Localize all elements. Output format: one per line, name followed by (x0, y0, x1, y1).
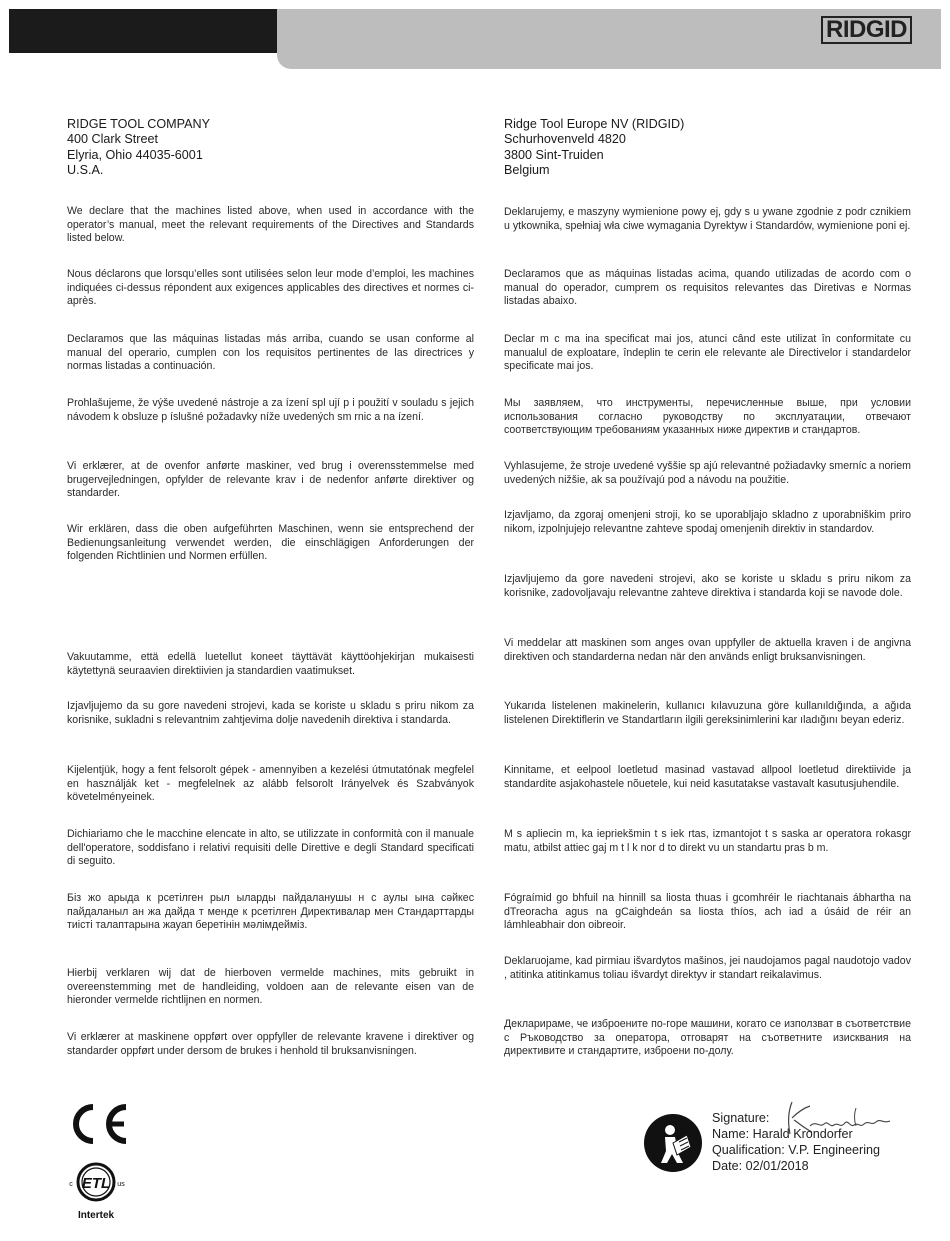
declaration-no: Vi erklærer at maskinene oppført over oppfyller de relevante kravene i direktiver og standarder oppført under dersom de brukes i henhold til bruksanvisningen. (67, 1031, 474, 1057)
signature-block (712, 1110, 880, 1174)
ce-mark-icon (66, 1103, 132, 1145)
etl-us-label: us (117, 1181, 125, 1188)
read-manual-icon (643, 1113, 703, 1173)
declaration-sr: Izjavljujemo da gore navedeni strojevi, ako se koriste u skladu s priru nikom za korisnike, zadovoljavaju relevantne zahteve direktiva i standarda koji se navode dole. (504, 573, 911, 599)
declaration-lt: Deklaruojame, kad pirmiau išvardytos mašinos, jei naudojamos pagal naudotojo vadov , atitinka atitinkamus toliau išvardyt direktyv ir standart reikalavimus. (504, 955, 911, 981)
header-gray-tab (277, 53, 941, 69)
declaration-bg: Декларираме, че изброените по-горе машини, когато се използват в съответствие с Ръководство за оператора, отговарят на съответните изисквания на директивите и стандартите, изброени по-долу. (504, 1018, 911, 1058)
declaration-kk: Біз жо арыда к рсетілген рыл ыларды пайдаланушы н с аулы ына сәйкес пайдаланыл ан жа дайда т менде к рсетілген Директивалар мен Стандарттарды тиісті талаптарына жауап беретінін мәлімдейміз. (67, 892, 474, 932)
declaration-fr: Nous déclarons que lorsqu’elles sont utilisées selon leur mode d’emploi, les machines indiquées ci-dessus répondent aux exigences applicables des directives et normes ci-après. (67, 268, 474, 308)
declaration-et: Kinnitame, et eelpool loetletud masinad vastavad allpool loetletud direktiivide ja standardite asjakohastele nõuetele, kui neid kasutatakse vastavalt kasutusjuhendile. (504, 764, 911, 790)
signature-label: Signature: (712, 1111, 770, 1125)
declaration-lv: M s apliecin m, ka iepriekšmin t s iek rtas, izmantojot t s saska ar operatora rokasgr matu, atbilst attiec gaj m t l k nor d to direkt vu un standartu pras b m. (504, 828, 911, 854)
declaration-sk: Vyhlasujeme, že stroje uvedené vyššie sp ajú relevantné požiadavky smerníc a noriem uvedených nižšie, ak sa používajú pod a návodu na použitie. (504, 460, 911, 486)
declaration-sv: Vi meddelar att maskinen som anges ovan uppfyller de aktuella kraven i de angivna direktiven och standarderna nedan när den används enligt bruksanvisningen. (504, 637, 911, 663)
declaration-ru: Мы заявляем, что инструменты, перечисленные выше, при условии использования согласно руководству по эксплуатации, отвечают соответствующим требованиям указанных ниже директив и стандартов. (504, 397, 911, 437)
declaration-ro: Declar m c ma ina specificat mai jos, atunci când este utilizat în conformitate cu manualul de exploatare, îndeplin te cerin ele relevante ale Directivelor i standardelor specificate mai jos. (504, 333, 911, 373)
declaration-fi: Vakuutamme, että edellä luetellut koneet täyttävät käyttöohjekirjan mukaisesti käytettynä seuraavien direktiivien ja standardien vaatimukset. (67, 651, 474, 677)
header-dark-bar (9, 9, 277, 53)
intertek-label: Intertek (77, 1210, 115, 1221)
etl-listed-mark-icon (66, 1158, 126, 1222)
address-line: Belgium (504, 163, 550, 178)
declaration-de: Wir erklären, dass die oben aufgeführten Maschinen, wenn sie entsprechend der Bedienungsanleitung verwendet werden, die einschlägigen Anforderungen der folgenden Richtlinien und Normen erfüllen. (67, 523, 474, 563)
address-line: Schurhovenveld 4820 (504, 132, 626, 147)
declaration-tr: Yukarıda listelenen makinelerin, kullanıcı kılavuzuna göre kullanıldığında, a ağıda listelenen Direktiflerin ve Standartların ilgili gereksinimlerini kar ıladığını beyan ederiz. (504, 700, 911, 726)
declaration-es: Declaramos que las máquinas listadas más arriba, cuando se usan conforme al manual del operario, cumplen con los requisitos pertinentes de las directrices y normas listadas a continuación. (67, 333, 474, 373)
etl-letters: ETL (81, 1175, 111, 1192)
signer-qualification: Qualification: V.P. Engineering (712, 1143, 881, 1157)
declaration-ga: Fógraímid go bhfuil na hinnill sa liosta thuas i gcomhréir le riachtanais ábhartha na dTreoracha agus na gCaighdeán sa liosta thíos, ach iad a úsáid de réir an lámhleabhair don oibreoir. (504, 892, 911, 932)
address-line: RIDGE TOOL COMPANY (67, 117, 210, 131)
address-line: 3800 Sint-Truiden (504, 147, 604, 162)
address-line: Elyria, Ohio 44035-6001 (67, 147, 203, 162)
address-line: 400 Clark Street (67, 132, 158, 147)
declaration-cs: Prohlašujeme, že výše uvedené nástroje a za ízení spl ují p i použití v souladu s jejich návodem k obsluze p íslušné požadavky níže uvedených sm rnic a na ízení. (67, 397, 474, 423)
signer-name: Name: Harald Krondorfer (712, 1127, 853, 1141)
ridgid-logo: RIDGID (821, 16, 912, 44)
address-us (67, 117, 210, 179)
declaration-pl: Deklarujemy, e maszyny wymienione powy ej, gdy s u ywane zgodnie z podr cznikiem u ytkownika, spełniaj wła ciwe wymagania Dyrektyw i Standardów, wymienione poni ej. (504, 206, 911, 232)
declaration-pt: Declaramos que as máquinas listadas acima, quando utilizadas de acordo com o manual do operador, cumprem os requisitos relevantes das Diretivas e Normas listadas abaixo. (504, 268, 911, 308)
declaration-da: Vi erklærer, at de ovenfor anførte maskiner, ved brug i overensstemmelse med brugervejledningen, opfylder de relevante krav i de nedenfor anførte direktiver og standarder. (67, 460, 474, 500)
declaration-hu: Kijelentjük, hogy a fent felsorolt gépek - amennyiben a kezelési útmutatónak megfelel en használják ket - megfelelnek az alább felsorolt Irányelvek és Szabványok követelményeinek. (67, 764, 474, 804)
declaration-en: We declare that the machines listed above, when used in accordance with the operator’s manual, meet the relevant requirements of the Directives and Standards listed below. (67, 205, 474, 245)
declaration-nl: Hierbij verklaren wij dat de hierboven vermelde machines, mits gebruikt in overeenstemming met de handleiding, voldoen aan de relevante eisen van de hieronder vermelde richtlijnen en normen. (67, 967, 474, 1007)
address-eu (504, 117, 684, 179)
declaration-sl: Izjavljamo, da zgoraj omenjeni stroji, ko se uporabljajo skladno z uporabniškim priro nikom, izpolnjujejo relevantne zahteve spodaj omenjenih direktiv in standardov. (504, 509, 911, 535)
signature-date: Date: 02/01/2018 (712, 1159, 809, 1173)
declaration-hr: Izjavljujemo da su gore navedeni strojevi, kada se koriste u skladu s priru nikom za korisnike, sukladni s relevantnim zahtjevima dolje navedenih direktiva i standarda. (67, 700, 474, 726)
address-line: U.S.A. (67, 163, 104, 178)
address-line: Ridge Tool Europe NV (RIDGID) (504, 117, 685, 131)
etl-c-label: c (69, 1181, 73, 1188)
declaration-it: Dichiariamo che le macchine elencate in alto, se utilizzate in conformità con il manuale dell'operatore, soddisfano i relativi requisiti delle Direttive e degli Standard specificati di seguito. (67, 828, 474, 868)
